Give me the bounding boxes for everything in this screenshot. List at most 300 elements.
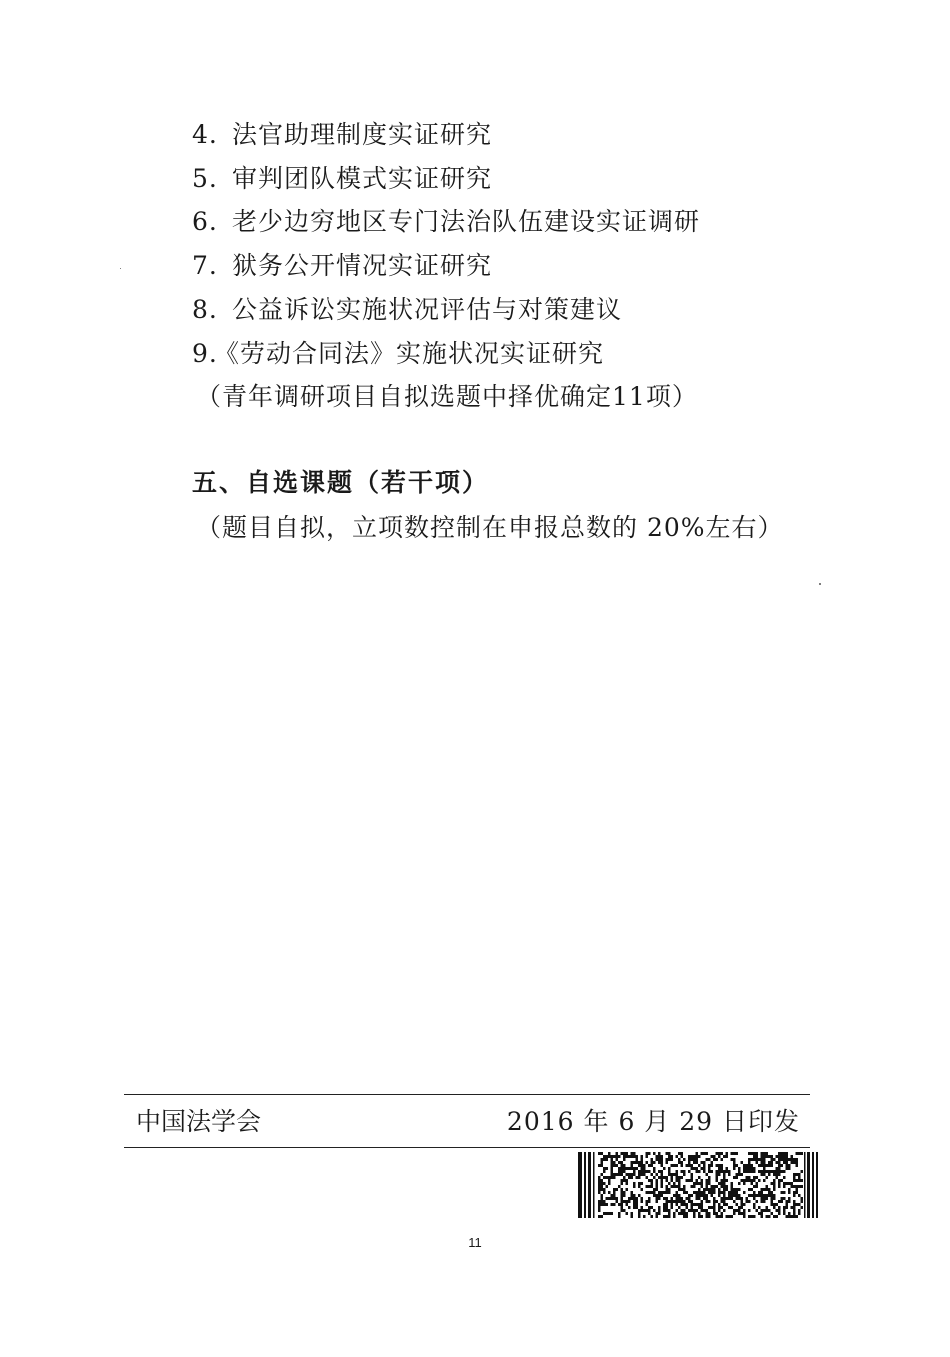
barcode-module xyxy=(598,1200,601,1203)
barcode-module xyxy=(783,1182,786,1185)
barcode-module xyxy=(733,1152,736,1155)
barcode-module xyxy=(773,1182,776,1185)
barcode-module xyxy=(613,1197,616,1200)
barcode-module xyxy=(766,1176,769,1179)
barcode-module xyxy=(656,1194,659,1197)
barcode-module xyxy=(753,1167,756,1170)
barcode-module xyxy=(648,1191,651,1194)
barcode-module xyxy=(793,1173,796,1176)
barcode-module xyxy=(681,1152,684,1155)
barcode-module xyxy=(671,1203,674,1206)
barcode-module xyxy=(708,1215,711,1218)
barcode-module xyxy=(688,1164,691,1167)
barcode-module xyxy=(713,1203,716,1206)
barcode-module xyxy=(701,1203,704,1206)
barcode-module xyxy=(751,1158,754,1161)
barcode-module xyxy=(763,1152,766,1155)
barcode-module xyxy=(691,1164,694,1167)
barcode-module xyxy=(766,1209,769,1212)
barcode-module xyxy=(746,1164,749,1167)
barcode-module xyxy=(706,1152,709,1155)
barcode-module xyxy=(703,1170,706,1173)
barcode-module xyxy=(658,1176,661,1179)
list-item xyxy=(192,205,700,239)
barcode-module xyxy=(611,1197,614,1200)
barcode-module xyxy=(781,1200,784,1203)
barcode-module xyxy=(661,1194,664,1197)
barcode-module xyxy=(723,1191,726,1194)
barcode-module xyxy=(778,1206,781,1209)
barcode-module xyxy=(676,1155,679,1158)
barcode-module xyxy=(678,1182,681,1185)
barcode-module xyxy=(683,1158,686,1161)
barcode-module xyxy=(788,1158,791,1161)
barcode-module xyxy=(703,1152,706,1155)
barcode-start-bar xyxy=(578,1152,582,1218)
barcode-module xyxy=(663,1206,666,1209)
barcode-module xyxy=(663,1176,666,1179)
youth-project-note: （青年调研项目自拟选题中择优确定11项） xyxy=(196,382,698,411)
barcode-module xyxy=(601,1197,604,1200)
barcode-module xyxy=(653,1161,656,1164)
barcode-module xyxy=(733,1188,736,1191)
barcode-module xyxy=(701,1185,704,1188)
barcode-module xyxy=(768,1215,771,1218)
barcode-module xyxy=(756,1209,759,1212)
barcode-module xyxy=(651,1215,654,1218)
barcode-module xyxy=(721,1215,724,1218)
barcode-module xyxy=(773,1170,776,1173)
barcode-module xyxy=(713,1158,716,1161)
barcode-module xyxy=(638,1215,641,1218)
barcode-module xyxy=(696,1203,699,1206)
barcode-module xyxy=(693,1158,696,1161)
barcode-module xyxy=(681,1209,684,1212)
barcode-module xyxy=(751,1152,754,1155)
barcode-module xyxy=(748,1209,751,1212)
scan-speck xyxy=(120,268,121,269)
barcode-module xyxy=(783,1206,786,1209)
barcode-module xyxy=(633,1185,636,1188)
barcode-module xyxy=(688,1194,691,1197)
barcode-module xyxy=(716,1164,719,1167)
barcode-module xyxy=(616,1173,619,1176)
barcode-module xyxy=(768,1188,771,1191)
issuing-organization: 中国法学会 xyxy=(136,1107,262,1136)
barcode-module xyxy=(623,1152,626,1155)
barcode-module xyxy=(683,1200,686,1203)
barcode-module xyxy=(633,1155,636,1158)
barcode-module xyxy=(778,1158,781,1161)
barcode-module xyxy=(783,1197,786,1200)
barcode-module xyxy=(758,1158,761,1161)
barcode-module xyxy=(776,1161,779,1164)
barcode-module xyxy=(646,1209,649,1212)
barcode-module xyxy=(781,1152,784,1155)
barcode-module xyxy=(718,1167,721,1170)
barcode-module xyxy=(731,1182,734,1185)
barcode-module xyxy=(651,1173,654,1176)
list-item xyxy=(192,162,492,196)
barcode-module xyxy=(696,1158,699,1161)
barcode-module xyxy=(668,1155,671,1158)
barcode-module xyxy=(638,1209,641,1212)
barcode-module xyxy=(621,1152,624,1155)
barcode-module xyxy=(628,1176,631,1179)
barcode-module xyxy=(613,1188,616,1191)
barcode-module xyxy=(741,1206,744,1209)
barcode-module xyxy=(611,1203,614,1206)
barcode-module xyxy=(688,1200,691,1203)
barcode-module xyxy=(703,1188,706,1191)
barcode-module xyxy=(623,1176,626,1179)
barcode-module xyxy=(666,1152,669,1155)
barcode-module xyxy=(723,1179,726,1182)
barcode-module xyxy=(753,1176,756,1179)
barcode-module xyxy=(603,1212,606,1215)
barcode-module xyxy=(713,1188,716,1191)
barcode-module xyxy=(721,1170,724,1173)
barcode-module xyxy=(756,1185,759,1188)
barcode-module xyxy=(786,1182,789,1185)
barcode-module xyxy=(693,1185,696,1188)
barcode-module xyxy=(623,1164,626,1167)
barcode-module xyxy=(721,1164,724,1167)
barcode-module xyxy=(733,1164,736,1167)
barcode-module xyxy=(726,1170,729,1173)
barcode-module xyxy=(618,1185,621,1188)
section-note: （题目自拟，立项数控制在申报总数的 20%左右） xyxy=(196,513,784,542)
barcode-module xyxy=(751,1215,754,1218)
barcode-module xyxy=(598,1164,601,1167)
barcode-module xyxy=(676,1194,679,1197)
barcode-module xyxy=(773,1206,776,1209)
barcode-module xyxy=(761,1212,764,1215)
barcode-module xyxy=(678,1152,681,1155)
barcode-module xyxy=(628,1155,631,1158)
barcode-module xyxy=(668,1158,671,1161)
barcode-module xyxy=(681,1170,684,1173)
barcode-module xyxy=(733,1212,736,1215)
barcode-module xyxy=(771,1212,774,1215)
barcode-module xyxy=(771,1155,774,1158)
barcode-module xyxy=(643,1164,646,1167)
barcode-module xyxy=(606,1176,609,1179)
barcode-module xyxy=(698,1182,701,1185)
barcode-module xyxy=(748,1164,751,1167)
barcode-module xyxy=(646,1170,649,1173)
barcode-module xyxy=(743,1164,746,1167)
barcode-module xyxy=(681,1200,684,1203)
barcode-module xyxy=(606,1158,609,1161)
barcode-module xyxy=(698,1170,701,1173)
barcode-module xyxy=(711,1188,714,1191)
barcode-module xyxy=(661,1182,664,1185)
barcode-module xyxy=(738,1182,741,1185)
item-number: 7. xyxy=(192,251,218,280)
barcode-module xyxy=(708,1164,711,1167)
barcode-module xyxy=(656,1158,659,1161)
barcode-module xyxy=(708,1191,711,1194)
barcode-module xyxy=(658,1194,661,1197)
barcode-module xyxy=(736,1203,739,1206)
barcode-module xyxy=(771,1200,774,1203)
barcode-module xyxy=(783,1155,786,1158)
barcode-module xyxy=(796,1173,799,1176)
barcode-module xyxy=(678,1179,681,1182)
barcode-module xyxy=(688,1209,691,1212)
barcode-module xyxy=(801,1179,804,1182)
barcode-module xyxy=(613,1164,616,1167)
barcode-module xyxy=(723,1194,726,1197)
barcode-module xyxy=(746,1176,749,1179)
barcode-module xyxy=(741,1200,744,1203)
barcode-module xyxy=(668,1152,671,1155)
barcode-module xyxy=(791,1215,794,1218)
barcode-module xyxy=(616,1164,619,1167)
barcode-module xyxy=(761,1197,764,1200)
barcode-module xyxy=(741,1179,744,1182)
barcode-module xyxy=(671,1197,674,1200)
barcode-module xyxy=(648,1164,651,1167)
barcode-module xyxy=(643,1215,646,1218)
barcode-module xyxy=(733,1176,736,1179)
item-text: 狱务公开情况实证研究 xyxy=(232,251,493,280)
barcode-module xyxy=(768,1191,771,1194)
barcode-module xyxy=(798,1203,801,1206)
barcode-module xyxy=(718,1164,721,1167)
barcode-module xyxy=(771,1158,774,1161)
barcode-module xyxy=(691,1209,694,1212)
barcode-module xyxy=(626,1173,629,1176)
barcode-module xyxy=(661,1191,664,1194)
barcode-module xyxy=(648,1185,651,1188)
barcode-module xyxy=(723,1209,726,1212)
barcode-module xyxy=(621,1173,624,1176)
barcode-module xyxy=(716,1179,719,1182)
barcode-module xyxy=(648,1152,651,1155)
barcode-module xyxy=(633,1197,636,1200)
barcode-module xyxy=(726,1167,729,1170)
barcode-module xyxy=(601,1182,604,1185)
barcode-module xyxy=(693,1161,696,1164)
barcode-module xyxy=(751,1170,754,1173)
barcode-module xyxy=(761,1164,764,1167)
barcode-module xyxy=(598,1206,601,1209)
barcode-module xyxy=(638,1182,641,1185)
barcode-module xyxy=(718,1215,721,1218)
barcode-module xyxy=(666,1215,669,1218)
barcode-module xyxy=(773,1179,776,1182)
barcode-stop-bar xyxy=(816,1152,818,1218)
barcode-module xyxy=(606,1167,609,1170)
barcode-module xyxy=(621,1161,624,1164)
barcode-module xyxy=(631,1212,634,1215)
barcode-module xyxy=(748,1170,751,1173)
issue-date: 2016 年 6 月 29 日印发 xyxy=(506,1107,800,1136)
barcode-module xyxy=(736,1194,739,1197)
barcode-module xyxy=(671,1200,674,1203)
barcode-module xyxy=(691,1194,694,1197)
barcode-module xyxy=(781,1170,784,1173)
barcode-module xyxy=(621,1209,624,1212)
barcode-module xyxy=(798,1179,801,1182)
barcode-module xyxy=(641,1170,644,1173)
barcode-module xyxy=(706,1197,709,1200)
barcode-module xyxy=(641,1173,644,1176)
barcode-module xyxy=(793,1191,796,1194)
barcode-module xyxy=(616,1152,619,1155)
barcode-module xyxy=(781,1155,784,1158)
barcode-module xyxy=(731,1191,734,1194)
barcode-module xyxy=(646,1191,649,1194)
barcode-module xyxy=(741,1212,744,1215)
barcode-module xyxy=(601,1164,604,1167)
barcode-module xyxy=(766,1152,769,1155)
barcode-module xyxy=(623,1194,626,1197)
barcode-module xyxy=(631,1161,634,1164)
barcode-module xyxy=(733,1167,736,1170)
barcode-module xyxy=(603,1203,606,1206)
barcode-module xyxy=(781,1191,784,1194)
barcode-module xyxy=(696,1182,699,1185)
barcode-module xyxy=(631,1173,634,1176)
barcode-module xyxy=(601,1161,604,1164)
barcode-module xyxy=(618,1215,621,1218)
barcode-module xyxy=(716,1185,719,1188)
barcode-module xyxy=(656,1182,659,1185)
barcode-module xyxy=(721,1179,724,1182)
barcode-module xyxy=(646,1200,649,1203)
barcode-module xyxy=(791,1206,794,1209)
barcode-module xyxy=(783,1191,786,1194)
barcode-module xyxy=(641,1164,644,1167)
barcode-module xyxy=(648,1200,651,1203)
barcode-module xyxy=(741,1161,744,1164)
barcode-module xyxy=(761,1170,764,1173)
barcode-module xyxy=(698,1197,701,1200)
barcode-module xyxy=(623,1158,626,1161)
barcode-module xyxy=(613,1176,616,1179)
barcode-module xyxy=(756,1176,759,1179)
barcode-module xyxy=(616,1155,619,1158)
barcode-module xyxy=(746,1179,749,1182)
barcode-module xyxy=(671,1158,674,1161)
barcode-module xyxy=(688,1179,691,1182)
barcode-module xyxy=(736,1176,739,1179)
barcode-module xyxy=(686,1215,689,1218)
barcode-module xyxy=(656,1197,659,1200)
barcode-module xyxy=(678,1194,681,1197)
barcode-module xyxy=(681,1197,684,1200)
barcode-module xyxy=(763,1167,766,1170)
barcode-module xyxy=(783,1212,786,1215)
barcode-module xyxy=(778,1173,781,1176)
barcode-module xyxy=(723,1155,726,1158)
barcode-module xyxy=(683,1188,686,1191)
barcode-module xyxy=(636,1203,639,1206)
barcode-module xyxy=(651,1158,654,1161)
barcode-module xyxy=(733,1161,736,1164)
barcode-module xyxy=(693,1191,696,1194)
barcode-module xyxy=(628,1173,631,1176)
barcode-module xyxy=(783,1161,786,1164)
barcode-module xyxy=(718,1152,721,1155)
barcode-module xyxy=(723,1176,726,1179)
barcode-module xyxy=(633,1200,636,1203)
barcode-module xyxy=(738,1167,741,1170)
barcode-module xyxy=(701,1194,704,1197)
barcode-module xyxy=(621,1197,624,1200)
item-text: 审判团队模式实证研究 xyxy=(232,164,493,193)
barcode-module xyxy=(721,1158,724,1161)
barcode-module xyxy=(678,1185,681,1188)
barcode-module xyxy=(643,1170,646,1173)
barcode-module xyxy=(748,1176,751,1179)
barcode-module xyxy=(763,1197,766,1200)
barcode-module xyxy=(636,1197,639,1200)
barcode-module xyxy=(718,1191,721,1194)
barcode-module xyxy=(638,1176,641,1179)
barcode-module xyxy=(701,1206,704,1209)
barcode-module xyxy=(721,1167,724,1170)
barcode-module xyxy=(766,1155,769,1158)
barcode-module xyxy=(706,1194,709,1197)
barcode-module xyxy=(621,1191,624,1194)
barcode-module xyxy=(633,1203,636,1206)
barcode-module xyxy=(748,1215,751,1218)
barcode-module xyxy=(786,1203,789,1206)
barcode-module xyxy=(648,1206,651,1209)
barcode-module xyxy=(796,1191,799,1194)
barcode-module xyxy=(753,1215,756,1218)
barcode-module xyxy=(636,1158,639,1161)
barcode-module xyxy=(708,1170,711,1173)
barcode-module xyxy=(651,1206,654,1209)
barcode-module xyxy=(786,1161,789,1164)
barcode-module xyxy=(756,1182,759,1185)
barcode-module xyxy=(653,1209,656,1212)
barcode-module xyxy=(723,1203,726,1206)
barcode-module xyxy=(766,1215,769,1218)
barcode-module xyxy=(761,1209,764,1212)
barcode-module xyxy=(703,1191,706,1194)
barcode-module xyxy=(608,1176,611,1179)
barcode-module xyxy=(716,1170,719,1173)
barcode-module xyxy=(711,1191,714,1194)
barcode-module xyxy=(703,1194,706,1197)
barcode-module xyxy=(631,1167,634,1170)
barcode-module xyxy=(681,1176,684,1179)
barcode-module xyxy=(623,1170,626,1173)
barcode-start-bar xyxy=(588,1152,591,1218)
barcode-module xyxy=(651,1179,654,1182)
barcode-module xyxy=(768,1170,771,1173)
barcode-module xyxy=(598,1215,601,1218)
barcode-module xyxy=(688,1155,691,1158)
barcode-module xyxy=(633,1167,636,1170)
barcode-module xyxy=(706,1209,709,1212)
barcode-module xyxy=(653,1170,656,1173)
barcode-module xyxy=(663,1167,666,1170)
barcode-module xyxy=(781,1197,784,1200)
barcode-module xyxy=(708,1206,711,1209)
barcode-module xyxy=(766,1164,769,1167)
barcode-module xyxy=(666,1209,669,1212)
barcode-module xyxy=(748,1179,751,1182)
barcode-module xyxy=(676,1191,679,1194)
barcode-module xyxy=(676,1185,679,1188)
